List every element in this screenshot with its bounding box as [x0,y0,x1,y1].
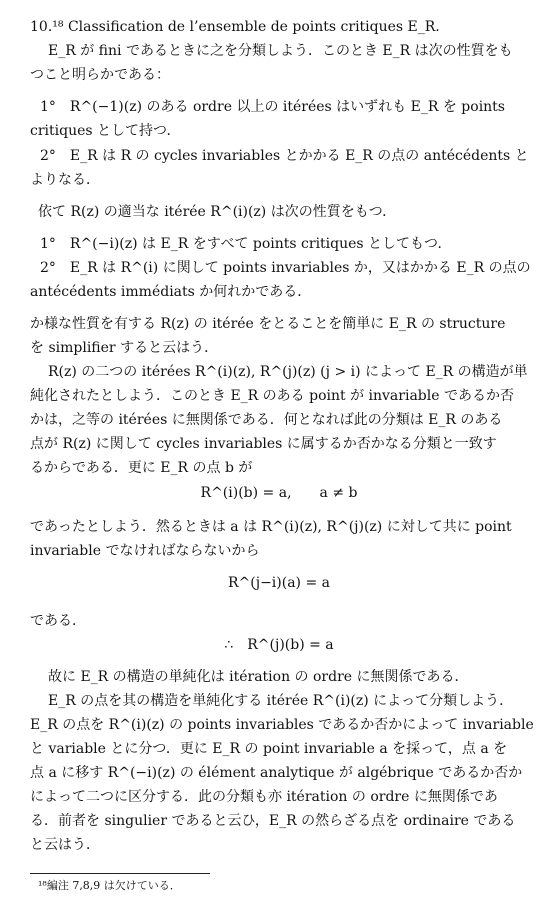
paragraph-line: E_R の点を R^(i)(z) の points invariables であるか否かによって invariable [30,717,534,733]
equation: ∴ R^(j)(b) = a [224,637,334,653]
section-heading: 10.¹⁸ Classification de l’ensemble de points critiques E_R. [30,19,440,35]
footnote-rule [30,873,210,874]
paragraph-line: るからである．更に E_R の点 b が [30,460,253,476]
paragraph-line: 点が R(z) に関して cycles invariables に属するか否かなる分類と一致す [30,436,497,452]
property-line: よりなる． [30,172,100,188]
paragraph-line: である． [30,613,86,629]
property-line: 2° E_R は R の cycles invariables とかかる E_R の点の antécédents と [40,148,529,164]
property-line: critiques として持つ． [30,123,181,139]
paragraph-line: であったとしよう．然るときは a は R^(i)(z), R^(j)(z) に対して共に point [30,519,512,535]
paragraph-line: E_R の点を其の構造を単純化する itérée R^(i)(z) によって分類しよう． [48,693,514,709]
equation: R^(i)(b) = a, a ≠ b [200,485,358,501]
property-line: 1° R^(−1)(z) のある ordre 以上の itérées はいずれも E_R を points [40,99,505,115]
paragraph-line: 純化されたとしよう．このとき E_R のある point が invariable であるか否 [30,388,514,404]
paragraph-line: invariable でなければならないから [30,543,260,559]
intro-line: つこと明らかである： [30,67,170,83]
paragraph-line: と云はう． [30,837,100,853]
property-line: antécédents immédiats か何れかである． [30,284,312,300]
paragraph-line: 点 a に移す R^(−i)(z) の élément analytique が algébrique であるか否か [30,765,523,781]
paragraph-line: る．前者を singulier であると云ひ，E_R の然らざる点を ordinaire である [30,813,516,829]
property-line: 1° R^(−i)(z) は E_R をすべて points critiques としてもつ． [40,236,452,252]
property-line: 2° E_R は R^(i) に関して points invariables か，又はかかる E_R の点の [40,260,531,276]
conclusion-line: 故に E_R の構造の単純化は itération の ordre に無関係である． [48,669,469,685]
paragraph-line: かは，之等の itérées に無関係である．何となれば此の分類は E_R のある [30,412,503,428]
equation: R^(j−i)(a) = a [228,575,330,591]
transition-line: 依て R(z) の適当な itérée R^(i)(z) は次の性質をもつ． [38,204,397,220]
paragraph-line: と variable とに分つ．更に E_R の point invariable a を採って，点 a を [30,741,508,757]
paragraph-line: によって二つに区分する．此の分類も亦 itération の ordre に無関係であ [30,789,498,805]
intro-line: E_R が fini であるときに之を分類しよう．このとき E_R は次の性質をも [48,43,513,59]
paragraph-line: を simplifier すると云はう． [30,340,219,356]
footnote: ¹⁸編注 7,8,9 は欠けている． [38,879,181,892]
paragraph-line: か様な性質を有する R(z) の itérée をとることを簡単に E_R の structure [30,316,506,332]
paragraph-line: R(z) の二つの itérées R^(i)(z), R^(j)(z) (j > i) によって E_R の構造が単 [48,364,528,380]
